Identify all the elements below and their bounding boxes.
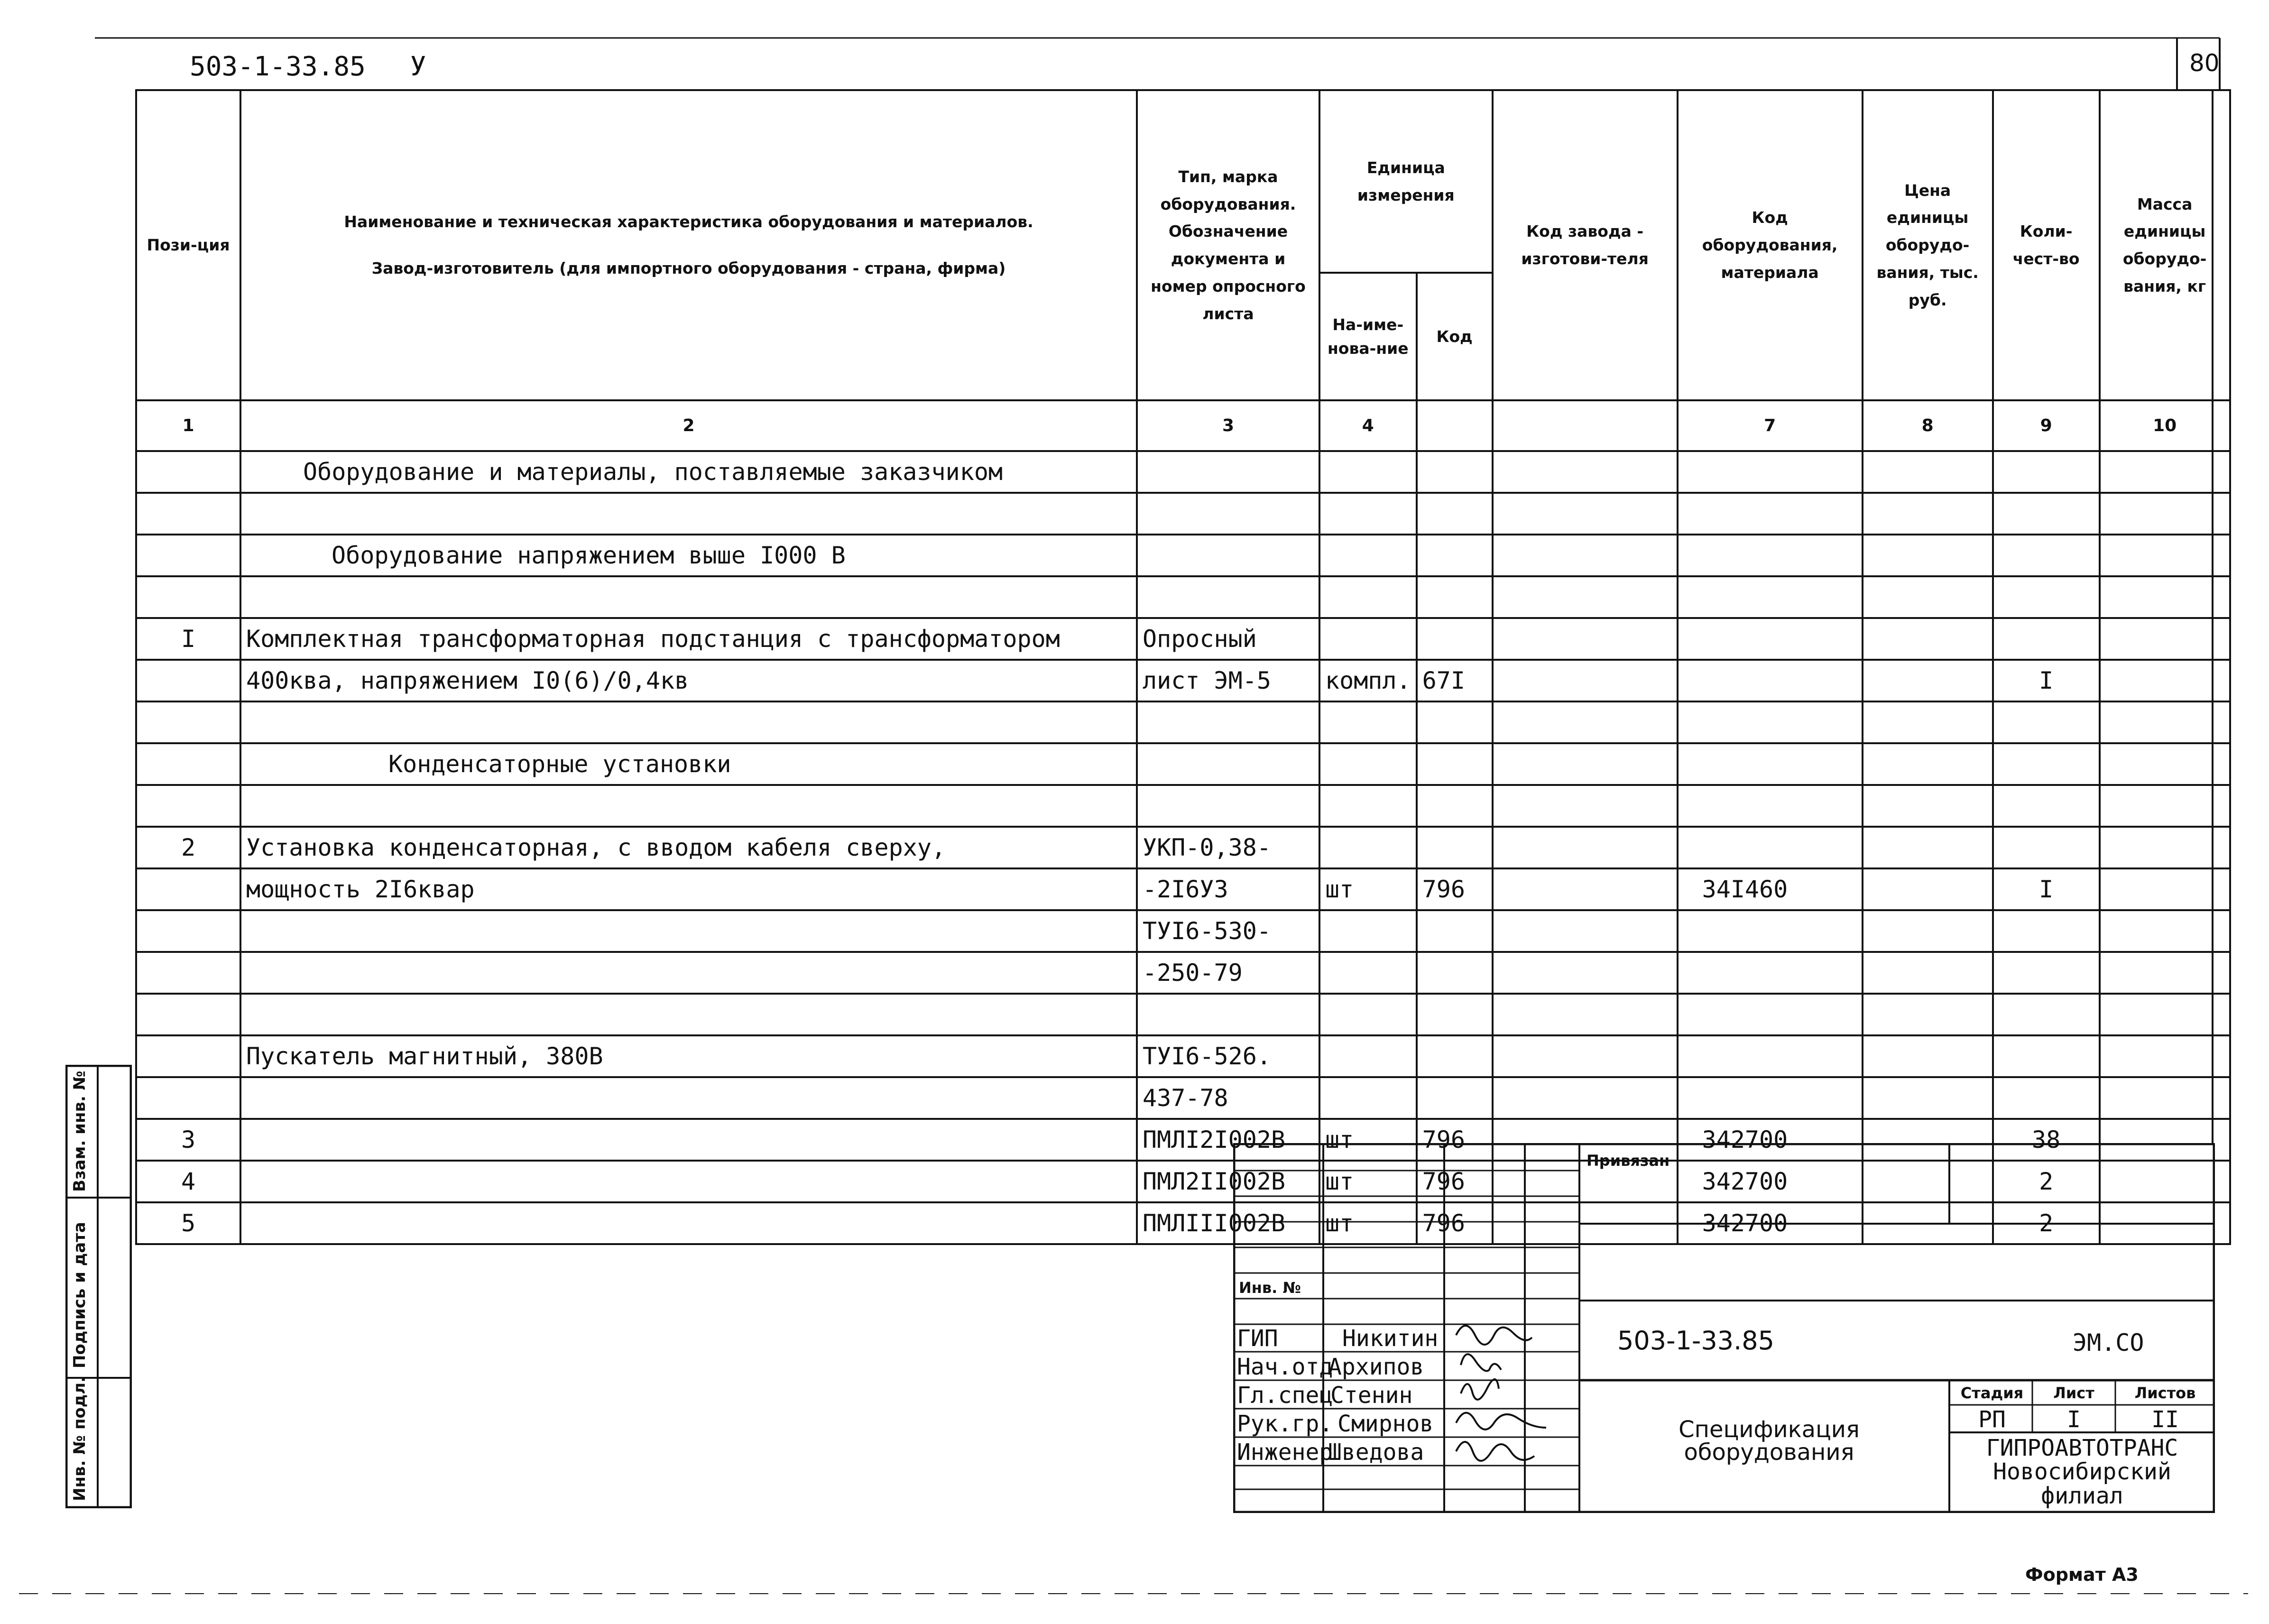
sheets-label: Листов [2134, 1384, 2196, 1402]
cell-position [136, 868, 240, 910]
cell-unit-code [1417, 1077, 1493, 1119]
col-header-name-line2: Завод-изготовитель (для импортного оборудования - страна, фирма) [371, 259, 1006, 277]
title-block [1233, 1143, 2215, 1513]
cell-type: -2I6У3 [1137, 868, 1319, 910]
paper-format: Формат А3 [2025, 1564, 2139, 1585]
cell-price [1863, 535, 1993, 576]
cell-type: ТУI6-530- [1137, 910, 1319, 952]
cell-unit-code [1417, 827, 1493, 868]
cell-equipment-code: 342700 [1678, 1202, 1863, 1244]
cell-name: Комплектная трансформаторная подстанция с трансформатором [240, 618, 1137, 660]
cell-quantity [1993, 785, 2100, 827]
cell-manufacturer-code [1493, 743, 1678, 785]
cell-manufacturer-code [1493, 701, 1678, 743]
organization-name [1952, 1436, 2213, 1508]
cell-name: Конденсаторные установки [240, 743, 1137, 785]
col-header-type: Тип, марка оборудования. Обозначение документа и номер опросного листа [1137, 90, 1319, 400]
cell-type: Опросный [1137, 618, 1319, 660]
cell-manufacturer-code [1493, 827, 1678, 868]
cell-unit-code: 67I [1417, 660, 1493, 701]
cell-price [1863, 1077, 1993, 1119]
cell-quantity [1993, 576, 2100, 618]
cell-price [1863, 576, 1993, 618]
cell-name [240, 1119, 1137, 1161]
cell-position: 5 [136, 1202, 240, 1244]
cell-quantity [1993, 994, 2100, 1035]
cell-quantity [1993, 1035, 2100, 1077]
cell-position [136, 1077, 240, 1119]
cell-mass [2100, 701, 2230, 743]
staff-name: Шведова [1328, 1439, 1424, 1466]
cell-quantity: 38 [1993, 1119, 2100, 1161]
cell-position [136, 451, 240, 493]
staff-name: Архипов [1328, 1354, 1424, 1380]
cell-quantity [1993, 743, 2100, 785]
staff-name: Никитин [1342, 1325, 1439, 1352]
cell-manufacturer-code [1493, 952, 1678, 994]
cell-quantity: I [1993, 660, 2100, 701]
cell-position: 4 [136, 1161, 240, 1202]
col-number: 9 [1993, 400, 2100, 451]
cell-unit: шт [1319, 1202, 1417, 1244]
cell-unit-code [1417, 701, 1493, 743]
table-row [136, 701, 2230, 743]
cell-unit [1319, 1077, 1417, 1119]
col-header-price: Цена единицы оборудо-вания, тыс. руб. [1863, 90, 1993, 400]
signature-arkhipov [1461, 1354, 1501, 1371]
staff-role: Гл.спец [1237, 1382, 1333, 1409]
cell-mass [2100, 1035, 2230, 1077]
document-code-text: 503-1-33.85 [190, 51, 366, 82]
cell-equipment-code: 342700 [1678, 1161, 1863, 1202]
cell-name [240, 785, 1137, 827]
cell-name [240, 1161, 1137, 1202]
cell-mass [2100, 660, 2230, 701]
cell-unit [1319, 493, 1417, 535]
cell-mass [2100, 743, 2230, 785]
cell-name [240, 952, 1137, 994]
cell-equipment-code [1678, 827, 1863, 868]
cell-quantity [1993, 1077, 2100, 1119]
col-number: 4 [1319, 400, 1417, 451]
cell-unit: компл. [1319, 660, 1417, 701]
cell-price [1863, 910, 1993, 952]
cell-manufacturer-code [1493, 785, 1678, 827]
cell-price [1863, 743, 1993, 785]
cell-type [1137, 535, 1319, 576]
cell-unit-code [1417, 910, 1493, 952]
cell-position [136, 576, 240, 618]
cell-equipment-code [1678, 994, 1863, 1035]
col-header-quantity: Коли-чест-во [1993, 90, 2100, 400]
column-number-row [136, 400, 2230, 451]
cell-equipment-code [1678, 493, 1863, 535]
cell-equipment-code [1678, 1077, 1863, 1119]
cell-price [1863, 451, 1993, 493]
cell-price [1863, 868, 1993, 910]
cell-type: ПМЛ2II002В [1137, 1161, 1319, 1202]
cell-unit [1319, 618, 1417, 660]
cell-type [1137, 576, 1319, 618]
col-header-manufacturer-code: Код завода - изготови-теля [1493, 90, 1678, 400]
cell-unit [1319, 1035, 1417, 1077]
staff-role: Инженер [1237, 1439, 1333, 1466]
cell-name: Установка конденсаторная, с вводом кабеля сверху, [240, 827, 1137, 868]
cell-price [1863, 660, 1993, 701]
cell-equipment-code [1678, 701, 1863, 743]
cell-unit [1319, 451, 1417, 493]
cell-equipment-code [1678, 618, 1863, 660]
cell-quantity: 2 [1993, 1161, 2100, 1202]
cell-equipment-code [1678, 952, 1863, 994]
cell-unit-code [1417, 994, 1493, 1035]
cell-price [1863, 994, 1993, 1035]
sheet-label: Лист [2053, 1384, 2094, 1402]
staff-role: ГИП [1237, 1325, 1278, 1352]
cell-mass [2100, 618, 2230, 660]
cell-price [1863, 493, 1993, 535]
signature-nikitin [1456, 1326, 1532, 1345]
cell-unit-code: 796 [1417, 1161, 1493, 1202]
cell-position [136, 743, 240, 785]
cell-quantity [1993, 493, 2100, 535]
title-block-document-code: 503-1-33.85 [1617, 1326, 1774, 1356]
cell-manufacturer-code [1493, 451, 1678, 493]
cell-quantity [1993, 827, 2100, 868]
cell-manufacturer-code [1493, 868, 1678, 910]
cell-type [1137, 701, 1319, 743]
cell-type [1137, 493, 1319, 535]
cell-unit-code [1417, 1035, 1493, 1077]
cell-manufacturer-code [1493, 493, 1678, 535]
cell-name: мощность 2I6квар [240, 868, 1137, 910]
cell-unit-code [1417, 576, 1493, 618]
cell-manufacturer-code [1493, 1035, 1678, 1077]
cell-quantity: 2 [1993, 1202, 2100, 1244]
cell-name: 400ква, напряжением I0(6)/0,4кв [240, 660, 1137, 701]
organization-line3: филиал [2041, 1482, 2123, 1509]
cell-quantity [1993, 701, 2100, 743]
stage-label: Стадия [1960, 1384, 2024, 1402]
table-row [136, 660, 2230, 701]
cell-manufacturer-code [1493, 1077, 1678, 1119]
cell-type [1137, 451, 1319, 493]
cell-equipment-code [1678, 743, 1863, 785]
cell-name [240, 1077, 1137, 1119]
document-title [1594, 1418, 1945, 1464]
stage-value: РП [1978, 1406, 2006, 1433]
col-number: 3 [1137, 400, 1319, 451]
cell-unit-code [1417, 952, 1493, 994]
table-row [136, 994, 2230, 1035]
document-title-line2: оборудования [1684, 1439, 1854, 1466]
sheets-value: II [2151, 1406, 2179, 1433]
col-header-mass: Масса единицы оборудо-вания, кг [2100, 90, 2230, 400]
col-header-name-line1: Наименование и техническая характеристика оборудования и материалов. [344, 212, 1033, 231]
cell-quantity: I [1993, 868, 2100, 910]
col-header-name [240, 90, 1137, 400]
cell-unit-code: 796 [1417, 868, 1493, 910]
page-number: 80 [2189, 49, 2220, 77]
table-row [136, 910, 2230, 952]
cell-unit-code [1417, 451, 1493, 493]
cell-unit-code [1417, 535, 1493, 576]
linked-label: Привязан [1586, 1152, 1670, 1170]
cell-type: 437-78 [1137, 1077, 1319, 1119]
col-number: 2 [240, 400, 1137, 451]
table-row [136, 868, 2230, 910]
cell-name: Оборудование и материалы, поставляемые заказчиком [240, 451, 1137, 493]
cell-equipment-code [1678, 910, 1863, 952]
col-header-unit-group: Единица измерения [1319, 90, 1493, 273]
cell-name [240, 493, 1137, 535]
table-row [136, 785, 2230, 827]
cell-name: Оборудование напряжением выше I000 В [240, 535, 1137, 576]
cell-unit [1319, 994, 1417, 1035]
organization-line1: ГИПРОАВТОТРАНС [1986, 1435, 2178, 1461]
signature-date-label: Подпись и дата [70, 1222, 89, 1368]
table-row [136, 493, 2230, 535]
cell-name [240, 994, 1137, 1035]
inventory-number-label: Инв. № [1239, 1279, 1301, 1297]
cell-unit-code: 796 [1417, 1119, 1493, 1161]
cell-mass [2100, 910, 2230, 952]
col-number: 1 [136, 400, 240, 451]
cell-unit: шт [1319, 1161, 1417, 1202]
cell-manufacturer-code [1493, 994, 1678, 1035]
cell-manufacturer-code [1493, 618, 1678, 660]
cell-price [1863, 618, 1993, 660]
table-row [136, 451, 2230, 493]
cell-unit [1319, 535, 1417, 576]
cell-mass [2100, 952, 2230, 994]
cell-price [1863, 785, 1993, 827]
cell-type [1137, 743, 1319, 785]
cell-type: ПМЛI2I002В [1137, 1119, 1319, 1161]
cell-mass [2100, 827, 2230, 868]
specification-rows [136, 451, 2230, 1244]
cell-mass [2100, 535, 2230, 576]
table-row [136, 827, 2230, 868]
cell-type: ТУI6-526. [1137, 1035, 1319, 1077]
cell-position [136, 701, 240, 743]
cell-quantity [1993, 952, 2100, 994]
table-row [136, 743, 2230, 785]
cell-position [136, 493, 240, 535]
cell-equipment-code [1678, 785, 1863, 827]
cell-price [1863, 701, 1993, 743]
cell-unit [1319, 827, 1417, 868]
cell-manufacturer-code [1493, 660, 1678, 701]
cell-price [1863, 827, 1993, 868]
table-row [136, 1077, 2230, 1119]
cell-name [240, 910, 1137, 952]
cell-position [136, 535, 240, 576]
cell-type: лист ЭМ-5 [1137, 660, 1319, 701]
document-title-line1: Спецификация [1679, 1416, 1860, 1443]
cell-position [136, 785, 240, 827]
cell-manufacturer-code [1493, 535, 1678, 576]
cell-unit-code [1417, 493, 1493, 535]
side-strip [65, 1065, 132, 1508]
cell-position [136, 910, 240, 952]
cell-mass [2100, 994, 2230, 1035]
cell-manufacturer-code [1493, 576, 1678, 618]
cell-equipment-code [1678, 576, 1863, 618]
cell-position [136, 994, 240, 1035]
cell-unit: шт [1319, 868, 1417, 910]
cell-equipment-code: 34I460 [1678, 868, 1863, 910]
signature-smirnov [1456, 1413, 1546, 1430]
document-code-suffix: У [410, 51, 426, 82]
cell-type [1137, 785, 1319, 827]
cell-mass [2100, 451, 2230, 493]
cell-unit-code [1417, 618, 1493, 660]
staff-name: Стенин [1330, 1382, 1413, 1409]
original-inventory-label: Инв. № подл. [70, 1376, 89, 1501]
specification-table [135, 89, 2231, 1245]
cell-equipment-code [1678, 660, 1863, 701]
organization-line2: Новосибирский [1993, 1458, 2171, 1486]
cell-quantity [1993, 451, 2100, 493]
cell-name [240, 1202, 1137, 1244]
table-row [136, 618, 2230, 660]
signature-stenin [1461, 1379, 1499, 1400]
cell-unit [1319, 910, 1417, 952]
cell-unit [1319, 701, 1417, 743]
col-header-position: Пози-ция [136, 90, 240, 400]
signature-shvedova [1456, 1442, 1534, 1461]
col-number [1417, 400, 1493, 451]
sheet-code: ЭМ.СО [2073, 1329, 2144, 1356]
cell-mass [2100, 1077, 2230, 1119]
cell-position: I [136, 618, 240, 660]
cell-position: 3 [136, 1119, 240, 1161]
cell-mass [2100, 785, 2230, 827]
cell-quantity [1993, 618, 2100, 660]
cell-type [1137, 994, 1319, 1035]
cell-type: -250-79 [1137, 952, 1319, 994]
col-number: 7 [1678, 400, 1863, 451]
cell-unit-code [1417, 785, 1493, 827]
cell-mass [2100, 493, 2230, 535]
cell-unit-code [1417, 743, 1493, 785]
col-header-equipment-code: Код оборудования, материала [1678, 90, 1863, 400]
cell-unit [1319, 743, 1417, 785]
table-row [136, 576, 2230, 618]
cell-name: Пускатель магнитный, 380В [240, 1035, 1137, 1077]
cell-equipment-code [1678, 535, 1863, 576]
table-row [136, 952, 2230, 994]
cell-price [1863, 952, 1993, 994]
cell-unit [1319, 952, 1417, 994]
cell-mass [2100, 868, 2230, 910]
table-row [136, 535, 2230, 576]
col-number: 10 [2100, 400, 2230, 451]
staff-role: Рук.гр. [1237, 1411, 1333, 1437]
cell-equipment-code: 342700 [1678, 1119, 1863, 1161]
sheet-value: I [2067, 1406, 2081, 1433]
replacement-inventory-label: Взам. инв. № [70, 1070, 89, 1192]
cell-mass [2100, 576, 2230, 618]
col-header-unit-code: Код [1417, 273, 1493, 400]
cell-equipment-code [1678, 1035, 1863, 1077]
cell-unit [1319, 785, 1417, 827]
table-header-row [136, 90, 2230, 273]
cell-position: 2 [136, 827, 240, 868]
staff-name: Смирнов [1337, 1411, 1434, 1437]
cell-type: ПМЛIII002В [1137, 1202, 1319, 1244]
cell-quantity [1993, 910, 2100, 952]
cell-position [136, 1035, 240, 1077]
cell-quantity [1993, 535, 2100, 576]
cell-position [136, 952, 240, 994]
cell-unit: шт [1319, 1119, 1417, 1161]
cell-position [136, 660, 240, 701]
col-number [1493, 400, 1678, 451]
cell-price [1863, 1035, 1993, 1077]
staff-role: Нач.отд [1237, 1354, 1333, 1380]
table-row [136, 1035, 2230, 1077]
cell-equipment-code [1678, 451, 1863, 493]
col-header-unit-name: На-име-нова-ние [1319, 273, 1417, 400]
cell-type: УКП-0,38- [1137, 827, 1319, 868]
cell-unit [1319, 576, 1417, 618]
cell-name [240, 701, 1137, 743]
cell-unit-code: 796 [1417, 1202, 1493, 1244]
cell-manufacturer-code [1493, 910, 1678, 952]
cell-name [240, 576, 1137, 618]
col-number: 8 [1863, 400, 1993, 451]
